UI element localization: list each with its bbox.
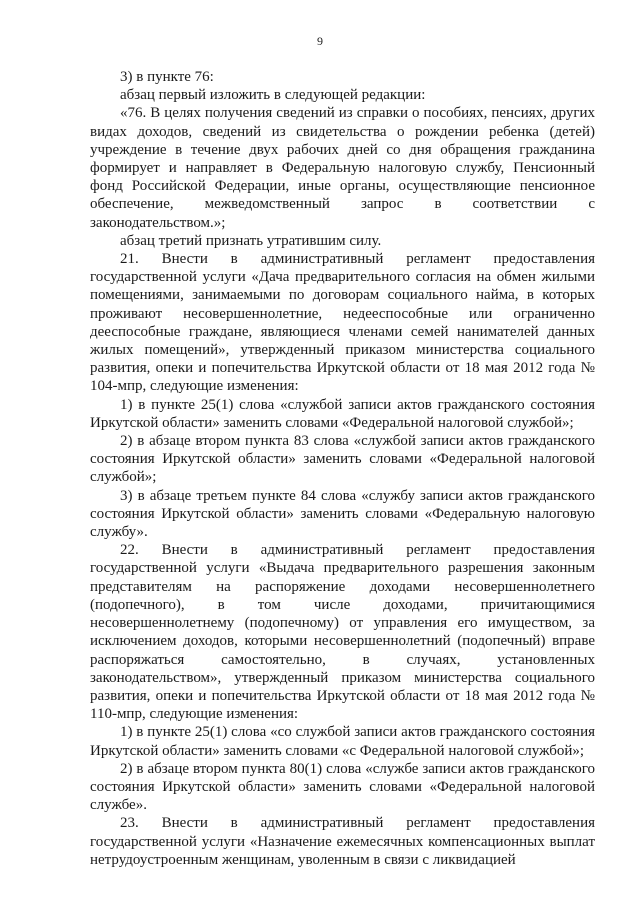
paragraph-first-abzac: абзац первый изложить в следующей редакции: (120, 87, 426, 104)
page-number: 9 (317, 34, 323, 48)
paragraph-item-23: 23. Внести в административный регламент предоставления государственной услуги «Назначение ежемесячных компенсационных выплат нетрудоустроенным женщинам, уволенным в связи с ликвидацией (90, 815, 595, 868)
paragraph-21-sub-1: 1) в пункте 25(1) слова «службой записи актов гражданского состояния Иркутской области» заменить словами «Федеральной налоговой службой»; (90, 396, 595, 431)
paragraph-item-76-text: «76. В целях получения сведений из справки о пособиях, пенсиях, других видах доходов, сведений из свидетельства о рождении ребенка (детей) учреждение в течение двух рабочих дней со дня обращения гражданина формирует и направляет в Федеральную налоговую службу, Пенсионный фонд Российской Федерации, иные органы, осуществляющие пенсионное обеспечение, межведомственный запрос в соответствии с законодательством.»; (90, 105, 595, 231)
paragraph-item-22: 22. Внести в административный регламент предоставления государственной услуги «Выдача предварительного разрешения законным представителям на распоряжение доходами несовершеннолетнего (подопечного), в том числе доходами, причитающимися несовершеннолетнему (подопечному) от управления его имуществом, за исключением доходов, которыми несовершеннолетний (подопечный) вправе распоряжаться самостоятельно, в случаях, установленных законодательством», утвержденный приказом министерства социального развития, опеки и попечительства Иркутской области от 18 мая 2012 года № 110-мпр, следующие изменения: (90, 542, 595, 723)
paragraph-item-3: 3) в пункте 76: (120, 69, 214, 85)
paragraph-21-sub-2: 2) в абзаце втором пункта 83 слова «службой записи актов гражданского состояния Иркутской области» заменить словами «Федеральной налоговой службой»; (90, 433, 595, 486)
paragraph-21-sub-3: 3) в абзаце третьем пункте 84 слова «службу записи актов гражданского состояния Иркутской области» заменить словами «Федеральную налоговую службу». (90, 487, 595, 541)
paragraph-item-21: 21. Внести в административный регламент предоставления государственной услуги «Дача предварительного согласия на обмен жилыми помещениями, занимаемыми по договорам социального найма, в которых проживают несовершеннолетние, недееспособные или ограниченно дееспособные граждане, являющиеся членами семей нанимателей данных жилых помещений», утвержденный приказом министерства социального развития, опеки и попечительства Иркутской области от 18 мая 2012 года № 104-мпр, следующие изменения: (90, 251, 595, 395)
paragraph-22-sub-1: 1) в пункте 25(1) слова «со службой записи актов гражданского состояния Иркутской области» заменить словами «с Федеральной налоговой службой»; (90, 724, 595, 759)
paragraph-third-abzac: абзац третий признать утратившим силу. (120, 232, 382, 249)
paragraph-22-sub-2: 2) в абзаце втором пункта 80(1) слова «службе записи актов гражданского состояния Иркутской области» заменить словами «Федеральной налоговой службе». (90, 760, 595, 814)
document-body (90, 68, 595, 869)
